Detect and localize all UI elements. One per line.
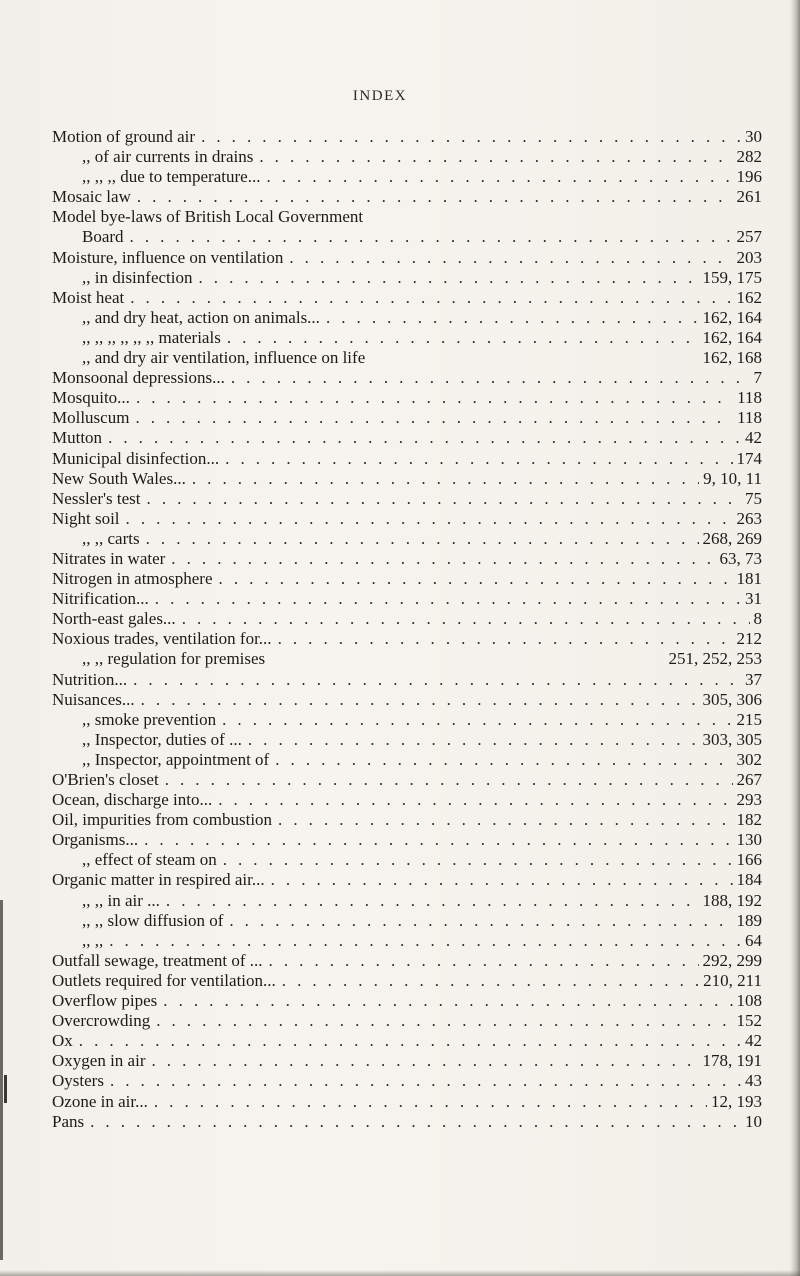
entry-pages: 267 [736,770,762,789]
leader-dots [221,328,699,348]
index-entry [52,850,762,870]
leader-dots [160,891,699,911]
entry-pages: 215 [736,709,762,729]
index-entries [52,127,762,1132]
index-entry [52,268,762,288]
index-entry [52,1071,762,1091]
index-entry [52,368,762,388]
leader-dots [120,509,733,529]
index-entry [52,388,762,408]
entry-pages: 159, 175 [702,267,762,287]
entry-pages: 268, 269 [702,528,762,548]
entry-label: Monsoonal depressions... [52,368,225,388]
leader-dots [263,951,699,971]
leader-dots [176,609,750,629]
entry-pages: 257 [736,227,762,247]
entry-label: O'Brien's closet [52,770,159,789]
entry-pages: 212 [736,629,762,649]
entry-label: Nuisances... [52,689,135,709]
entry-pages: 303, 305 [702,729,762,749]
entry-pages: 181 [736,569,762,589]
entry-label: ,, ,, slow diffusion of [82,910,224,930]
entry-label: Outlets required for ventilation... [52,970,276,990]
entry-label: Moisture, influence on ventilation [52,247,284,267]
index-entry [52,710,762,730]
leader-dots [150,1011,732,1031]
index-entry [52,569,762,589]
entry-label: ,, of air currents in drains [82,147,254,167]
entry-label: Mosquito... [52,388,130,408]
leader-dots [186,469,699,489]
leader-dots [102,428,741,448]
leader-dots [124,227,733,247]
index-entry [52,408,762,428]
leader-dots [223,911,732,931]
leader-dots [265,870,733,890]
entry-pages: 196 [736,167,762,187]
leader-dots [104,1071,741,1091]
index-entry [52,167,762,187]
entry-pages: 64 [745,930,762,950]
entry-label: Nitrates in water [52,548,166,568]
entry-pages: 43 [745,1071,762,1091]
index-entry [52,147,762,167]
leader-dots [138,830,732,850]
entry-pages: 182 [736,810,762,830]
entry-pages: 166 [736,850,762,870]
index-entry [52,870,762,890]
index-entry [52,1031,762,1051]
entry-label: Nitrogen in atmosphere [52,569,213,589]
entry-pages: 130 [736,830,762,850]
entry-pages: 118 [737,388,762,408]
index-entry [52,971,762,991]
index-entry [52,790,762,810]
entry-label: Noxious trades, ventilation for... [52,629,272,649]
index-entry [52,308,762,328]
entry-label: ,, smoke prevention [82,709,217,729]
entry-pages: 31 [745,589,762,609]
index-entry [52,830,762,850]
entry-pages: 162 [736,287,762,307]
index-entry [52,288,762,308]
entry-label: ,, and dry heat, action on animals... [82,307,320,327]
entry-label: Molluscum [52,408,130,428]
entry-pages: 282 [736,147,762,167]
index-entry [52,770,762,790]
entry-pages: 10 [745,1111,762,1131]
entry-label: New South Wales... [52,468,186,488]
entry-label: Nutrition... [52,669,128,689]
entry-pages: 162, 168 [702,348,762,368]
entry-pages: 203 [736,247,762,267]
leader-dots [135,690,699,710]
entry-label: Pans [52,1111,85,1131]
entry-pages: 178, 191 [702,1051,762,1071]
leader-dots [127,670,741,690]
entry-pages: 42 [745,1031,762,1051]
index-entry [52,1051,762,1071]
entry-label: ,, Inspector, appointment of [82,749,270,769]
leader-dots [260,167,732,187]
entry-pages: 9, 10, 11 [703,468,762,488]
index-entry [52,1011,762,1031]
entry-label: ,, ,, ,, due to temperature... [82,167,261,187]
leader-dots [124,288,732,308]
entry-label: Oysters [52,1071,104,1091]
entry-label: Overcrowding [52,1011,151,1031]
leader-dots [192,268,698,288]
leader-dots [103,931,741,951]
index-entry [52,489,762,509]
index-entry [52,690,762,710]
index-entry [52,348,762,368]
entry-label: Ox [52,1031,73,1051]
entry-label: ,, in disinfection [82,267,193,287]
entry-pages: 263 [736,508,762,528]
entry-label: Motion of ground air [52,127,196,146]
index-entry [52,810,762,830]
entry-label: ,, ,, in air ... [82,890,160,910]
index-entry [52,328,762,348]
entry-pages: 302 [736,749,762,769]
entry-pages: 30 [745,127,762,146]
entry-label: Organisms... [52,830,139,850]
entry-label: Overflow pipes [52,991,158,1011]
index-entry [52,127,762,147]
entry-pages: 293 [736,790,762,810]
page-header: INDEX [352,88,408,104]
entry-label: Nitrification... [52,589,149,609]
entry-pages: 63, 73 [719,548,762,568]
leader-dots [141,489,741,509]
leader-dots [242,730,699,750]
entry-pages: 75 [745,488,762,508]
entry-pages: 8 [753,609,762,629]
entry-pages: 210, 211 [703,970,762,990]
leader-dots [145,1051,698,1071]
leader-dots [219,449,732,469]
entry-pages: 162, 164 [702,307,762,327]
index-entry [52,529,762,549]
index-entry [52,629,762,649]
leader-dots [283,248,732,268]
entry-pages: 188, 192 [702,890,762,910]
leader-dots [159,770,733,790]
leader-dots [225,368,750,388]
index-entry [52,891,762,911]
index-entry [52,1092,762,1112]
entry-label: Ozone in air... [52,1091,148,1111]
leader-dots [320,308,699,328]
binding-tick [4,1075,7,1103]
leader-dots [131,187,733,207]
leader-dots [148,1092,707,1112]
entry-pages: 305, 306 [702,689,762,709]
index-entry [52,248,762,268]
entry-pages: 12, 193 [711,1091,762,1111]
leader-dots [140,529,699,549]
entry-label: ,, ,, carts [82,528,140,548]
entry-pages: 7 [753,368,762,388]
index-entry [52,428,762,448]
entry-label: Municipal disinfection... [52,448,220,468]
leader-dots [272,810,732,830]
index-entry [52,670,762,690]
leader-dots [149,589,741,609]
entry-pages: 292, 299 [702,950,762,970]
entry-label: ,, ,, ,, ,, ,, ,, materials [82,327,221,347]
entry-pages: 118 [737,408,762,428]
leader-dots [195,127,741,147]
entry-label: Model bye-laws of British Local Government [52,207,364,227]
entry-label: Mutton [52,428,103,448]
index-entry [52,589,762,609]
leader-dots [269,750,732,770]
entry-pages: 261 [736,187,762,207]
entry-pages: 174 [736,448,762,468]
entry-pages: 37 [745,669,762,689]
entry-pages: 152 [736,1011,762,1031]
entry-pages: 162, 164 [702,327,762,347]
leader-dots [272,629,733,649]
leader-dots [212,790,732,810]
index-entry [52,449,762,469]
leader-dots [216,710,732,730]
index-entry [52,509,762,529]
entry-label: Outfall sewage, treatment of ... [52,950,263,970]
page-edge-shadow [790,0,800,1276]
index-entry [52,911,762,931]
index-entry [52,931,762,951]
entry-label: Organic matter in respired air... [52,870,265,890]
index-entry [52,730,762,750]
index-entry [52,750,762,770]
entry-label: Night soil [52,508,120,528]
leader-dots [253,147,732,167]
leader-dots [130,388,733,408]
index-entry [52,469,762,489]
entry-pages: 189 [736,910,762,930]
entry-label: North-east gales... [52,609,176,629]
leader-dots [73,1031,741,1051]
entry-label: Nessler's test [52,488,141,508]
index-entry [52,1112,762,1132]
entry-pages: 108 [736,991,762,1011]
entry-label: ,, ,, regulation for premises [82,649,266,669]
entry-pages: 251, 252, 253 [668,649,762,669]
index-entry [52,207,762,227]
index-entry [52,609,762,629]
page-bottom-shadow [0,1270,800,1276]
index-entry [52,549,762,569]
leader-dots [165,549,715,569]
entry-label: ,, ,, [82,930,104,950]
entry-label: Moist heat [52,287,125,307]
entry-pages: 184 [736,870,762,890]
index-entry [52,227,762,247]
index-entry [52,951,762,971]
leader-dots [157,991,732,1011]
index-entry [52,991,762,1011]
leader-dots [213,569,733,589]
entry-label: ,, Inspector, duties of ... [82,729,242,749]
leader-dots [84,1112,741,1132]
index-entry [52,649,762,669]
entry-label: ,, and dry air ventilation, influence on life [82,348,366,368]
binding-mark [0,900,3,1260]
entry-label: Board [82,227,124,247]
index-entry [52,187,762,207]
entry-label: Ocean, discharge into... [52,790,213,810]
entry-label: Oil, impurities from combustion [52,810,273,830]
leader-dots [217,850,733,870]
entry-label: Oxygen in air [52,1051,146,1071]
entry-label: ,, effect of steam on [82,850,217,870]
entry-label: Mosaic law [52,187,131,207]
leader-dots [129,408,733,428]
entry-pages: 42 [745,428,762,448]
leader-dots [276,971,699,991]
